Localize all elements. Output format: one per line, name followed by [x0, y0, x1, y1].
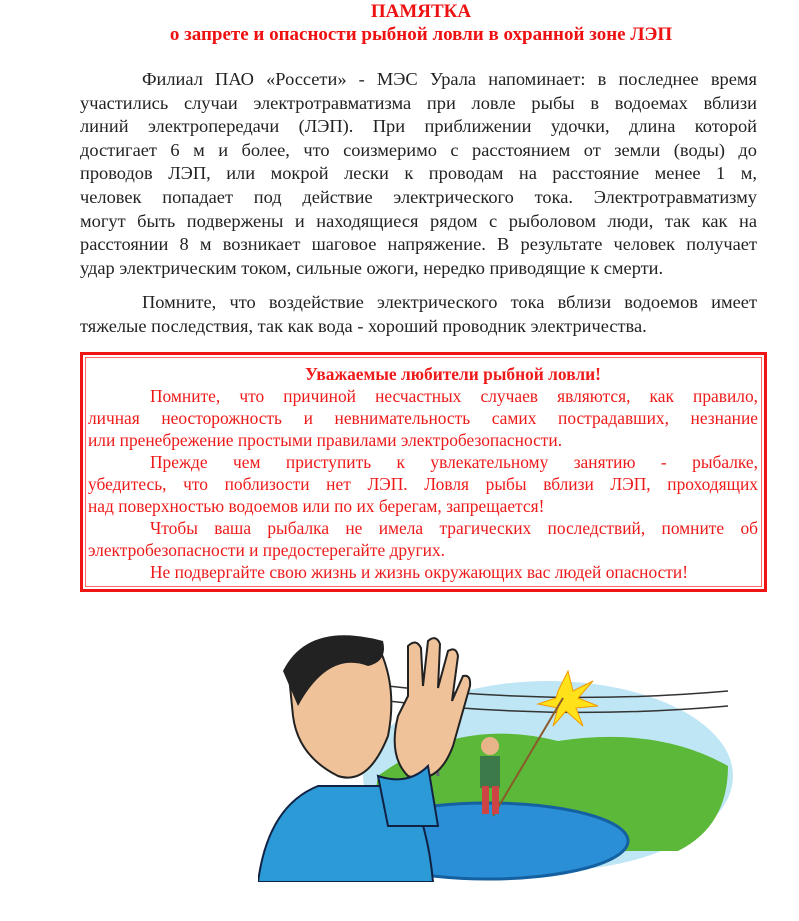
warning-paragraph [88, 561, 758, 583]
text-line: личная неосторожность и невнимательность самих пострадавших, незнание [88, 408, 758, 428]
warning-box [80, 352, 767, 592]
intro-paragraph [80, 68, 757, 280]
text-line: человек попадает под действие электрического тока. Электротравматизму [80, 186, 757, 207]
warning-paragraph [88, 517, 758, 561]
text-line: участились случаи электротравматизма при ловле рыбы в водоемах вблизи [80, 92, 757, 113]
text-line: Чтобы ваша рыбалка не имела трагических последствий, помните об [150, 518, 758, 538]
text-line: электробезопасности и предостерегайте других. [88, 540, 446, 560]
page-title: ПАМЯТКА [370, 1, 472, 22]
text-line: тяжелые последствия, так как вода - хороший проводник электричества. [80, 315, 647, 336]
text-line: могут быть подвержены и находящиеся рядом с рыболовом люди, так как на [80, 210, 757, 231]
text-line: Помните, что воздействие электрического тока вблизи водоемов имеет [142, 292, 757, 312]
safety-illustration [258, 626, 738, 882]
reminder-paragraph [80, 291, 757, 338]
text-line: Не подвергайте свою жизнь и жизнь окружающих вас людей опасности! [150, 562, 688, 582]
text-line: проводов ЛЭП, или мокрой лески к проводам на расстояние менее 1 м, [80, 163, 757, 184]
text-line: над поверхностью водоемов или по их берегам, запрещается! [88, 496, 545, 516]
text-line: расстоянии 8 м возникает шаговое напряжение. В результате человек получает [80, 234, 757, 255]
text-line: Помните, что причиной несчастных случаев являются, как правило, [150, 386, 758, 406]
warning-heading: Уважаемые любители рыбной ловли! [305, 364, 601, 384]
warning-paragraph [88, 385, 758, 451]
page-subtitle: о запрете и опасности рыбной ловли в охранной зоне ЛЭП [169, 24, 673, 45]
text-line: Филиал ПАО «Россети» - МЭС Урала напоминает: в последнее время [142, 69, 757, 89]
text-line: или пренебрежение простыми правилами электробезопасности. [88, 430, 563, 450]
warning-paragraph [88, 451, 758, 517]
text-line: удар электрическим током, сильные ожоги, нередко приводящие к смерти. [80, 257, 664, 278]
text-line: убедитесь, что поблизости нет ЛЭП. Ловля рыбы вблизи ЛЭП, проходящих [88, 474, 758, 494]
text-line: линий электропередачи (ЛЭП). При приближении удочки, длина которой [80, 116, 757, 137]
text-line: Прежде чем приступить к увлекательному занятию - рыбалке, [150, 452, 758, 472]
text-line: достигает 6 м и более, что соизмеримо с расстоянием от земли (воды) до [80, 139, 757, 160]
